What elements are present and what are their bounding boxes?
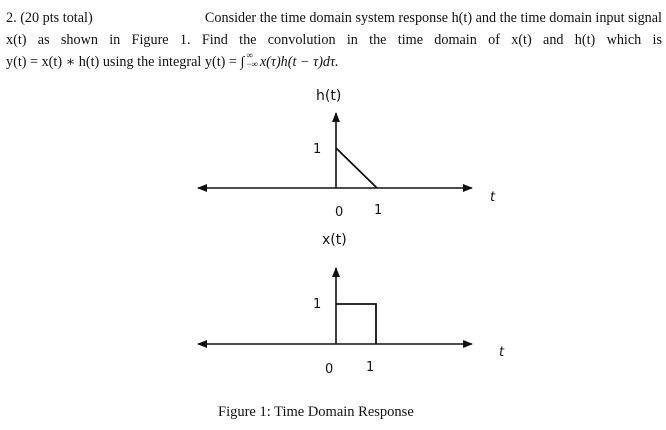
- problem-points: (20 pts total): [20, 10, 93, 26]
- h-x-tick-0: 0: [335, 205, 344, 220]
- integrand: x(τ)h(t − τ)dτ.: [259, 54, 339, 70]
- x-title: x(t): [322, 232, 347, 248]
- h-title: h(t): [316, 88, 342, 104]
- h-axis-label: t: [490, 190, 496, 205]
- h-x-tick-1: 1: [374, 203, 383, 218]
- x-x-tick-0: 0: [325, 362, 334, 377]
- h-plot: [198, 113, 472, 188]
- h-triangle: [336, 148, 377, 188]
- h-y-tick: 1: [313, 142, 322, 157]
- x-x-tick-1: 1: [366, 360, 375, 375]
- x-plot: [198, 268, 472, 344]
- integral-upper: ∞: [246, 50, 253, 60]
- problem-line-2-text: x(t) as shown in Figure 1. Find the convolution in the time domain of x(t) and h(t) which is: [6, 32, 662, 48]
- problem-line-3-text: y(t) = x(t) ∗ h(t) using the integral y(t) = ∫: [6, 54, 245, 70]
- x-y-tick: 1: [313, 297, 322, 312]
- x-rectangle: [336, 304, 376, 344]
- figure-caption: Figure 1: Time Domain Response: [218, 404, 414, 420]
- integral-lower: −∞: [246, 59, 258, 69]
- problem-line-1-text: Consider the time domain system response h(t) and the time domain input signal: [204, 10, 662, 26]
- problem-number: 2.: [6, 10, 17, 26]
- x-axis-label: t: [499, 345, 505, 360]
